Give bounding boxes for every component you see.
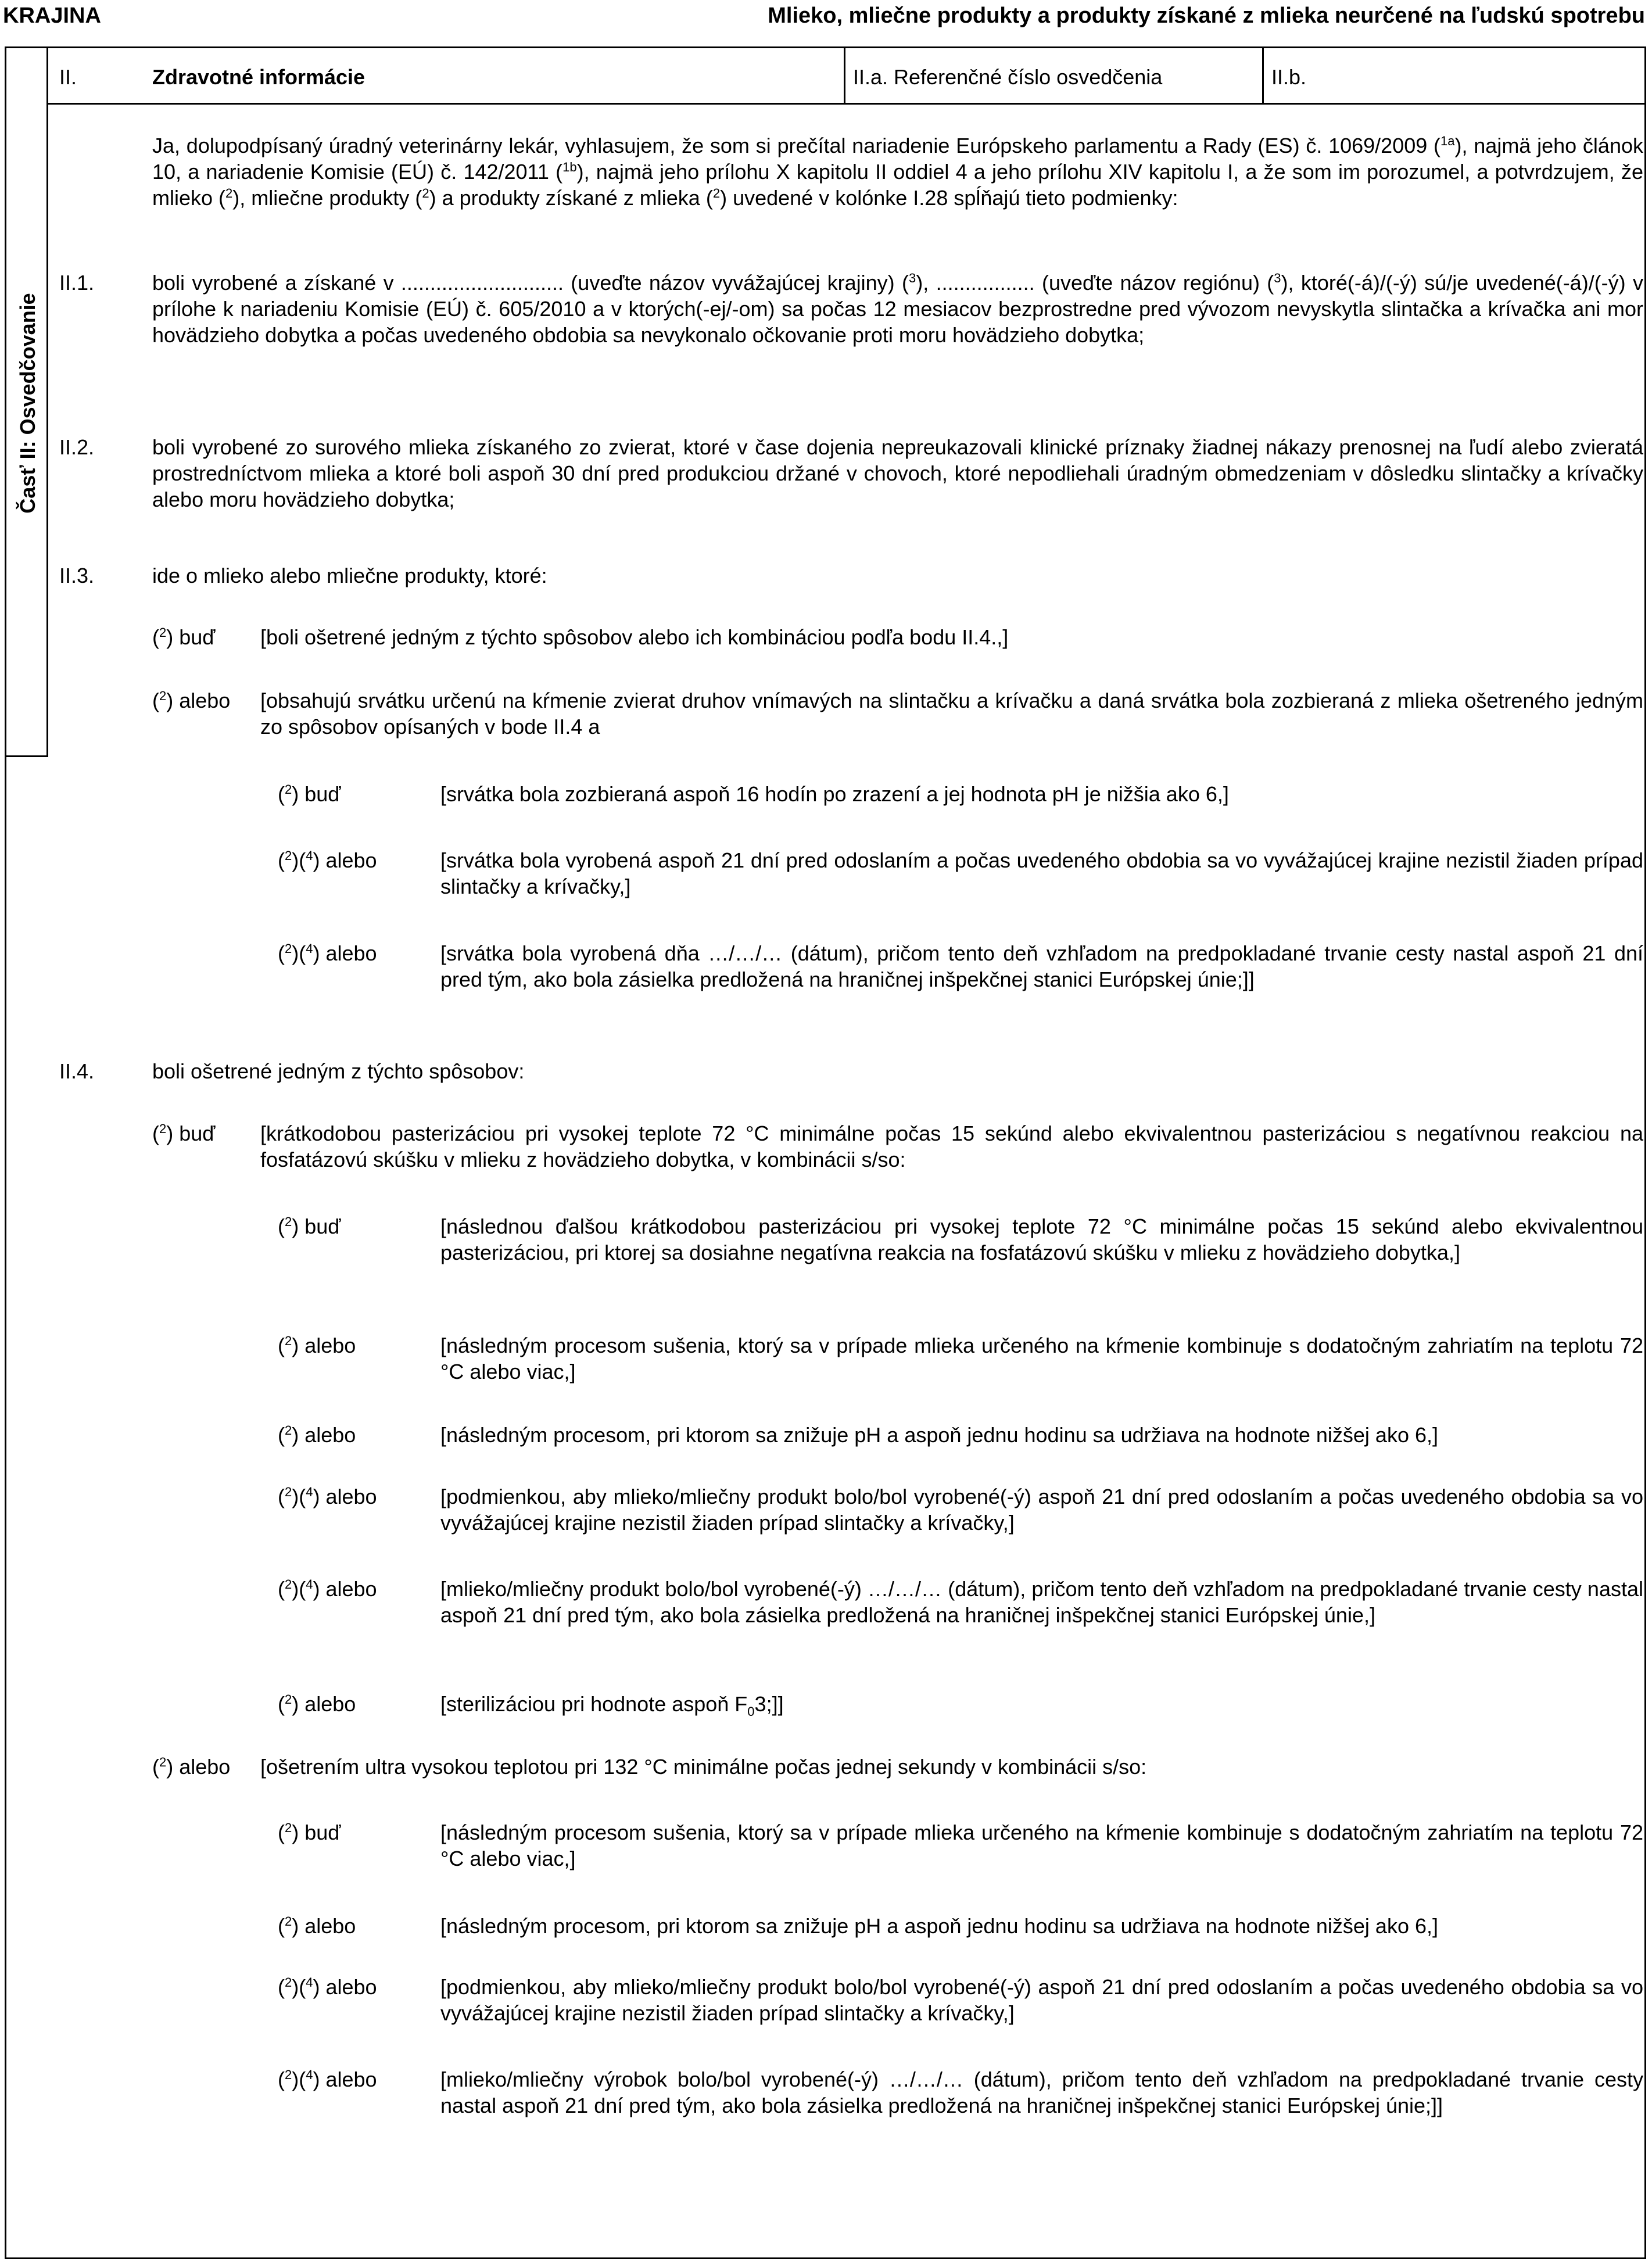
option-label[interactable]: ($^2$)($^4$) alebo (278, 941, 377, 965)
reference-b-field[interactable]: II.b. (1271, 65, 1307, 89)
option-label[interactable]: ($^2$) buď (278, 1214, 341, 1238)
option-text: [následným procesom sušenia, ktorý sa v prípade mlieka určeného na kŕmenie kombinuje s dodatočným zahriatím na teplotu 72 °C alebo viac,] (440, 1820, 1643, 1870)
header-divider (48, 103, 1646, 105)
option-text: [obsahujú srvátku určenú na kŕmenie zvierat druhov vnímavých na slintačku a krívačku a daná srvátka bola zozbieraná z mlieka ošetreného jedným zo spôsobov opísaných v bode II.4 a (260, 689, 1643, 739)
country-header: KRAJINA (3, 3, 101, 28)
section-number: II. (59, 65, 77, 89)
option-label[interactable]: ($^2$) alebo (278, 1692, 356, 1716)
reference-number-field[interactable]: II.a. Referenčné číslo osvedčenia (853, 65, 1163, 89)
option-text: [mlieko/mliečny produkt bolo/bol vyrobené(-ý) …/…/… (dátum), pričom tento deň vzhľadom na predpokladané trvanie cesty nastal aspoň 21 dní pred tým, ako bola zásielka predložená na hraničnej inšpekčnej stanici Európskej únie,] (440, 1577, 1643, 1627)
option-label[interactable]: ($^2$) buď (278, 1820, 341, 1844)
part-label: Časť II: Osvedčovanie (16, 293, 40, 514)
item-number-ii1: II.1. (59, 271, 95, 295)
option-label[interactable]: ($^2$)($^4$) alebo (278, 848, 377, 872)
option-label[interactable]: ($^2$)($^4$) alebo (278, 1485, 377, 1508)
option-label[interactable]: ($^2$) alebo (278, 1334, 356, 1357)
item-number-ii4: II.4. (59, 1059, 95, 1083)
option-text: [srvátka bola zozbieraná aspoň 16 hodín po zrazení a jej hodnota pH je nižšia ako 6,] (440, 782, 1229, 806)
option-text: [následnou ďalšou krátkodobou pasterizáciou pri vysokej teplote 72 °C minimálne počas 15 sekúnd alebo ekvivalentnou pasterizáciou, pri ktorej sa dosiahne negatívna reakcia na fosfatázovú skúšku v mlieku z hovädzieho dobytka,] (440, 1214, 1643, 1264)
header-col-divider-1 (844, 46, 845, 103)
option-label[interactable]: ($^2$)($^4$) alebo (278, 1975, 377, 1999)
item-text-ii3: ide o mlieko alebo mliečne produkty, ktoré: (152, 564, 547, 587)
option-label[interactable]: ($^2$) alebo (152, 689, 231, 712)
option-text: [podmienkou, aby mlieko/mliečny produkt bolo/bol vyrobené(-ý) aspoň 21 dní pred odoslaním a počas uvedeného obdobia sa vo vyvážajúcej krajine nezistil žiaden prípad slintačky a krívačky,] (440, 1975, 1643, 2025)
certificate-title: Mlieko, mliečne produkty a produkty získané z mlieka neurčené na ľudskú spotrebu (768, 3, 1645, 28)
option-label[interactable]: ($^2$) alebo (278, 1914, 356, 1938)
option-label[interactable]: ($^2$) buď (152, 625, 216, 649)
option-label[interactable]: ($^2$) buď (152, 1121, 216, 1145)
option-text: [boli ošetrené jedným z týchto spôsobov alebo ich kombináciou podľa bodu II.4.,] (260, 625, 1009, 649)
part-sidebar (5, 46, 48, 757)
option-text: [ošetrením ultra vysokou teplotou pri 132 °C minimálne počas jednej sekundy v kombinácii s/so: (260, 1755, 1147, 1779)
option-text: [srvátka bola vyrobená aspoň 21 dní pred odoslaním a počas uvedeného obdobia sa vo vyvážajúcej krajine nezistil žiaden prípad slintačky a krívačky,] (440, 848, 1643, 898)
option-label[interactable]: ($^2$) buď (278, 782, 341, 806)
option-text: [srvátka bola vyrobená dňa …/…/… (dátum), pričom tento deň vzhľadom na predpokladané trvanie cesty nastal aspoň 21 dní pred tým, ako bola zásielka predložená na hraničnej inšpekčnej stanici Európskej únie;]] (440, 941, 1643, 991)
option-label[interactable]: ($^2$) alebo (278, 1423, 356, 1447)
item-text-ii2: boli vyrobené zo surového mlieka získaného zo zvierat, ktoré v čase dojenia nepreukazovali klinické príznaky žiadnej nákazy prenosnej na ľudí alebo zvieratá prostredníctvom mlieka a ktoré boli aspoň 30 dní pred produkciou držané v chovoch, ktoré nepodliehali úradným obmedzeniam v dôsledku slintačky a krívačky alebo moru hovädzieho dobytka; (152, 435, 1643, 511)
option-text: [krátkodobou pasterizáciou pri vysokej teplote 72 °C minimálne počas 15 sekúnd alebo ekvivalentnou pasterizáciou s negatívnou reakciou na fosfatázovú skúšku v mlieku z hovädzieho dobytka, v kombinácii s/so: (260, 1121, 1643, 1171)
option-text: [sterilizáciou pri hodnote aspoň $F_03$;]] (440, 1692, 784, 1719)
option-text: [následným procesom, pri ktorom sa znižuje pH a aspoň jednu hodinu sa udržiava na hodnote nižšej ako 6,] (440, 1914, 1438, 1938)
option-text: [podmienkou, aby mlieko/mliečny produkt bolo/bol vyrobené(-ý) aspoň 21 dní pred odoslaním a počas uvedeného obdobia sa vo vyvážajúcej krajine nezistil žiaden prípad slintačky a krívačky,] (440, 1485, 1643, 1535)
item-text-ii4: boli ošetrené jedným z týchto spôsobov: (152, 1059, 525, 1083)
item-number-ii3: II.3. (59, 564, 95, 587)
item-text-ii1: boli vyrobené a získané v ............................ (uveďte názov vyvážajúcej krajiny) ($^3$), ................. (uveďte názov regiónu) ($^3$), ktoré(-á)/(-ý) sú/je uvedené(-á)/(-ý) v prílohe k nariadeniu Komisie (EÚ) č. 605/2010 a v ktorých(-ej/-om) sa počas 12 mesiacov bezprostredne pred vývozom nevyskytla slintačka a krívačka ani mor hovädzieho dobytka a počas uvedeného obdobia sa nevykonalo očkovanie proti moru hovädzieho dobytka; (152, 271, 1644, 347)
header-col-divider-2 (1262, 46, 1264, 103)
option-text: [následným procesom, pri ktorom sa znižuje pH a aspoň jednu hodinu sa udržiava na hodnote nižšej ako 6,] (440, 1423, 1438, 1447)
section-title: Zdravotné informácie (152, 65, 365, 89)
option-label[interactable]: ($^2$)($^4$) alebo (278, 1577, 377, 1601)
intro-paragraph: Ja, dolupodpísaný úradný veterinárny lekár, vyhlasujem, že som si prečítal nariadenie Európskeho parlamentu a Rady (ES) č. 1069/2009 ($^{1a}$), najmä jeho článok 10, a nariadenie Komisie (EÚ) č. 142/2011 ($^{1b}$), najmä jeho prílohu X kapitolu II oddiel 4 a jeho prílohu XIV kapitolu I, a že som im porozumel, a potvrdzujem, že mlieko ($^2$), mliečne produkty ($^2$) a produkty získané z mlieka ($^2$) uvedené v kolónke I.28 spĺňajú tieto podmienky: (152, 134, 1643, 210)
item-number-ii2: II.2. (59, 435, 95, 459)
option-text: [následným procesom sušenia, ktorý sa v prípade mlieka určeného na kŕmenie kombinuje s dodatočným zahriatím na teplotu 72 °C alebo viac,] (440, 1334, 1643, 1384)
option-label[interactable]: ($^2$) alebo (152, 1755, 231, 1779)
option-text: [mlieko/mliečny výrobok bolo/bol vyrobené(-ý) …/…/… (dátum), pričom tento deň vzhľadom na predpokladané trvanie cesty nastal aspoň 21 dní pred tým, ako bola zásielka predložená na hraničnej inšpekčnej stanici Európskej únie;]] (440, 2067, 1643, 2117)
option-label[interactable]: ($^2$)($^4$) alebo (278, 2067, 377, 2091)
